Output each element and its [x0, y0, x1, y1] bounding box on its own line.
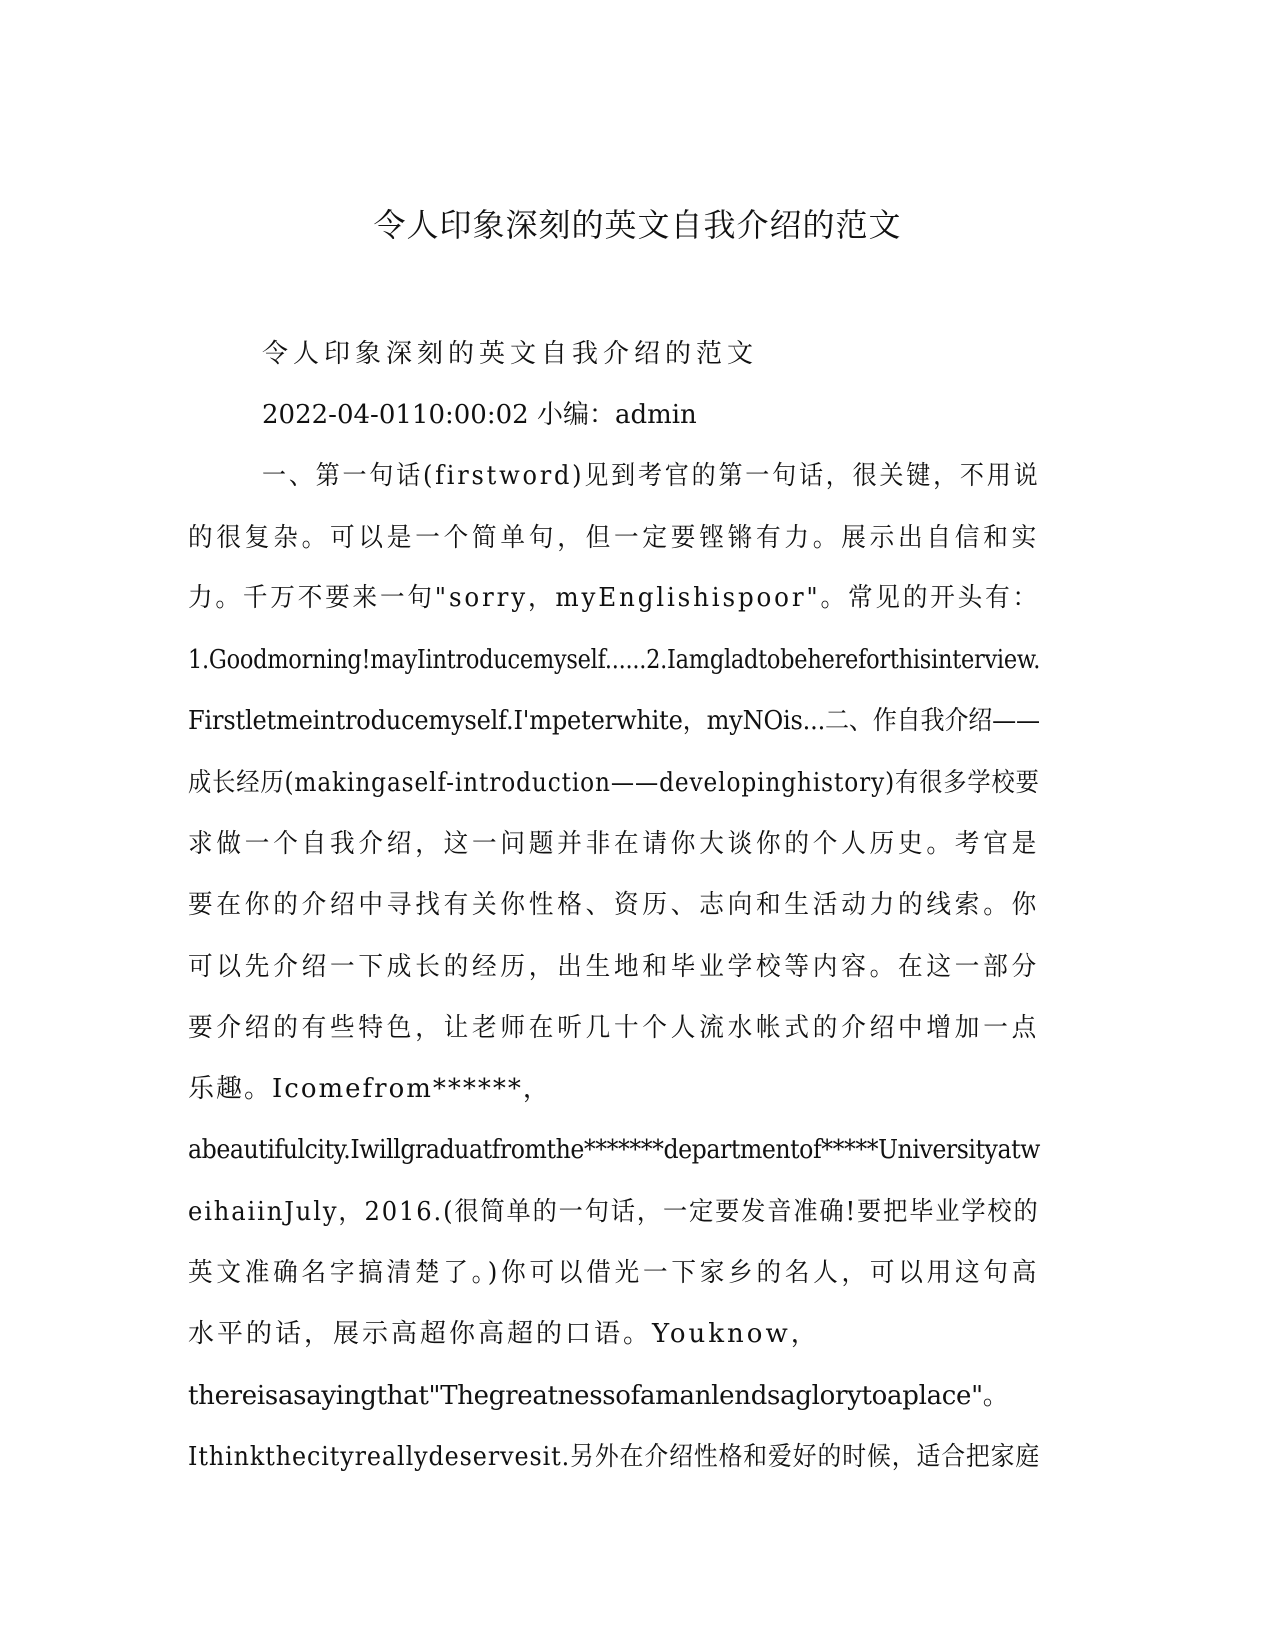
- body-line: Firstletmeintroducemyself.I'mpeterwhite，myNOis...二、作自我介绍——: [188, 706, 1040, 736]
- body-line: 要在你的介绍中寻找有关你性格、资历、志向和生活动力的线索。你: [188, 890, 1041, 920]
- body-line: 一、第一句话(firstword)见到考官的第一句话，很关键，不用说: [262, 461, 1041, 491]
- body-line: Ithinkthecityreallydeservesit.另外在介绍性格和爱好的时候，适合把家庭: [188, 1442, 1041, 1472]
- body-line: 求做一个自我介绍，这一问题并非在请你大谈你的个人历史。考官是: [188, 829, 1041, 859]
- body-line: 成长经历(makingaself-introduction——developinghistory)有很多学校要: [188, 768, 1040, 798]
- body-line: eihaiinJuly，2016.(很简单的一句话，一定要发音准确!要把毕业学校的: [188, 1197, 1040, 1227]
- body-line: 1.Goodmorning!mayIintroducemyself......2.Iamgladtobehereforthisinterview.: [188, 645, 1041, 675]
- body-line: 2022-04-0110:00:02 小编：admin: [262, 400, 697, 430]
- body-line: abeautifulcity.Iwillgraduatfromthe*******departmentof*****Universityatw: [188, 1135, 1040, 1165]
- body-line: 可以先介绍一下成长的经历，出生地和毕业学校等内容。在这一部分: [188, 952, 1041, 982]
- body-line: 乐趣。Icomefrom******，: [188, 1074, 551, 1104]
- document-title: 令人印象深刻的英文自我介绍的范文: [373, 206, 902, 244]
- body-line: 水平的话，展示高超你高超的口语。Youknow，: [188, 1319, 820, 1349]
- body-line: thereisasayingthat"Thegreatnessofamanlendsaglorytoaplace"。: [188, 1381, 1009, 1411]
- body-line: 的很复杂。可以是一个简单句，但一定要铿锵有力。展示出自信和实: [188, 523, 1041, 553]
- body-line: 要介绍的有些特色，让老师在听几十个人流水帐式的介绍中增加一点: [188, 1013, 1041, 1043]
- body-line: 令人印象深刻的英文自我介绍的范文: [262, 339, 759, 369]
- body-line: 英文准确名字搞清楚了。)你可以借光一下家乡的名人，可以用这句高: [188, 1258, 1041, 1288]
- body-line: 力。千万不要来一句"sorry，myEnglishispoor"。常见的开头有：: [188, 583, 1040, 613]
